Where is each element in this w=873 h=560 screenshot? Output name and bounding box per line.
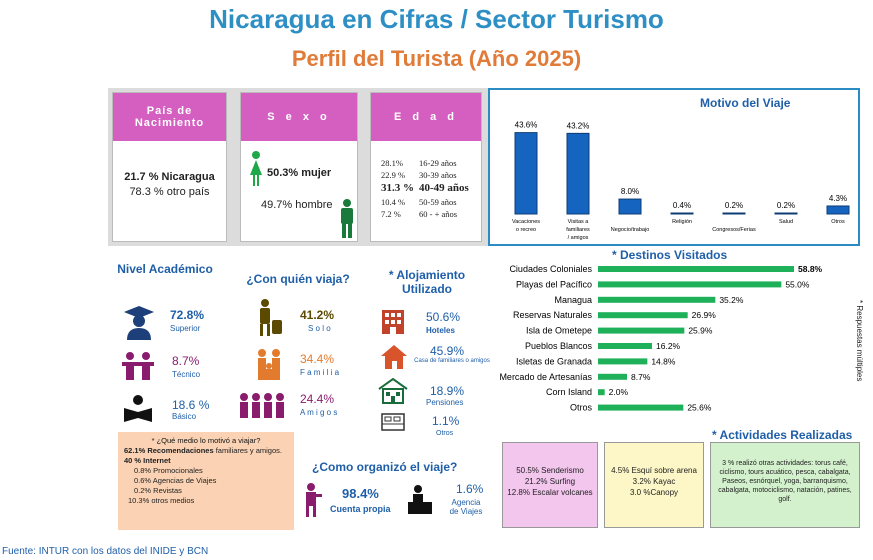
guesthouse-icon <box>378 378 408 404</box>
motivo-bar <box>515 133 537 214</box>
actividades-col1 <box>502 442 598 528</box>
destino-label: Reservas Naturales <box>512 310 592 321</box>
medio-box <box>118 432 294 530</box>
edad-pct: 7.2 % <box>381 209 401 219</box>
edad-pct: 22.9 % <box>381 170 406 180</box>
motivo-category-label: o recreo <box>515 227 537 233</box>
edad-label: 60 - + años <box>419 209 458 219</box>
actividad-item: 3.2% Kayac <box>632 477 676 486</box>
medio-title: * ¿Qué medio lo motivó a viajar? <box>151 436 261 445</box>
motivo-bar <box>619 199 641 214</box>
destino-bar <box>598 297 715 303</box>
destino-value-label: 16.2% <box>656 341 681 351</box>
motivo-value-label: 0.2% <box>724 201 744 210</box>
destino-value-label: 58.8% <box>798 264 823 274</box>
edad-row <box>381 169 481 181</box>
edad-card <box>370 92 482 242</box>
pais-otro: 78.3 % otro país <box>129 186 210 198</box>
actividad-item: 21.2% Surfing <box>524 477 576 486</box>
aloj-casa-pct: 45.9% <box>430 344 465 358</box>
alojamiento-section <box>372 262 492 442</box>
destino-bar <box>598 266 794 272</box>
organizo-agencia-label: Agencia de Viajes <box>449 498 483 516</box>
page-title: Nicaragua en Cifras / Sector Turismo <box>209 4 664 34</box>
conquien-familia-label: F a m i l i a <box>300 368 340 377</box>
aloj-hoteles-pct: 50.6% <box>426 310 461 324</box>
motivo-value-label: 4.3% <box>828 193 848 203</box>
edad-row <box>381 196 481 208</box>
nivel-title: Nivel Académico <box>117 262 213 276</box>
page-subtitle: Perfil del Turista (Año 2025) <box>291 46 582 71</box>
aloj-otros-label: Otros <box>436 430 454 437</box>
actividad-otras: 3 % realizó otras actividades: torus café, ciclismo, tours acuático, pesca, cabalgata, Paseos, esnórquel, yoga, barranquismo, cabalgata, motociclismo, natación, patines, golf. <box>718 460 852 503</box>
destino-bar <box>598 374 627 380</box>
conquien-solo-pct: 41.2% <box>300 308 335 322</box>
motivo-category-label: Vacaciones <box>511 219 541 225</box>
pais-header: País de Nacimiento <box>113 93 226 141</box>
destino-label: Corn Island <box>545 387 592 398</box>
organizo-propia-pct: 98.4% <box>342 486 379 501</box>
motivo-bar <box>671 213 693 214</box>
destino-value-label: 55.0% <box>785 279 810 290</box>
agency-icon <box>406 484 434 516</box>
destino-value-label: 2.0% <box>608 387 629 398</box>
destino-bar <box>598 358 647 364</box>
graduate-icon <box>122 304 156 340</box>
alojamiento-title: * Alojamiento Utilizado <box>388 268 466 296</box>
edad-row <box>381 181 481 196</box>
reading-icon <box>122 394 154 424</box>
edad-pct: 28.1% <box>381 158 403 168</box>
conquien-amigos-pct: 24.4% <box>300 392 335 406</box>
self-organized-icon <box>298 482 324 518</box>
destino-bar <box>598 343 652 349</box>
sexo-hombre: 49.7% hombre <box>261 199 333 211</box>
sexo-card <box>240 92 358 242</box>
conquien-section <box>238 262 364 432</box>
organizo-title: ¿Como organizó el viaje? <box>312 460 458 474</box>
sexo-mujer: 50.3% mujer <box>267 167 332 179</box>
destino-bar <box>598 281 781 287</box>
destino-label: Ciudades Coloniales <box>509 264 592 274</box>
respuestas-note: * Respuestas múltiples <box>855 300 864 382</box>
medio-line2: 40 % Internet <box>124 456 171 465</box>
motivo-category-label: Negocio/trabajo <box>610 227 650 233</box>
medio-item: 0.8% Promocionales <box>134 466 203 475</box>
motivo-value-label: 43.6% <box>514 120 538 130</box>
destino-bar <box>598 312 688 318</box>
conquien-title: ¿Con quién viaja? <box>246 272 350 286</box>
destino-value-label: 25.9% <box>688 325 713 336</box>
aloj-otros-pct: 1.1% <box>432 414 460 428</box>
destino-label: Playas del Pacífico <box>515 279 592 290</box>
destino-label: Isla de Ometepe <box>525 325 592 336</box>
motivo-category-label: Salud <box>778 219 794 225</box>
medio-line1-bold: 62.1% Recomendaciones <box>124 446 214 455</box>
destino-label: Managua <box>554 294 592 305</box>
destinos-chart <box>490 260 850 418</box>
nivel-section <box>110 262 228 432</box>
aloj-casa-label: Casa de familiares o amigos <box>414 358 490 364</box>
edad-row <box>381 157 481 169</box>
edad-label: 40-49 años <box>419 182 469 194</box>
destino-bar <box>598 405 683 411</box>
destino-label: Otros <box>569 402 592 413</box>
nivel-basico-label: Básico <box>172 412 197 421</box>
destinos-title: * Destinos Visitados <box>612 248 728 262</box>
nivel-superior-label: Superior <box>170 324 201 333</box>
motivo-value-label: 8.0% <box>620 187 640 197</box>
footer-source: Fuente: INTUR con los datos del INIDE y BCN <box>2 546 209 557</box>
family-icon <box>254 348 284 382</box>
actividad-item: 50.5% Senderismo <box>516 466 584 475</box>
bed-icon <box>380 412 406 432</box>
actividad-item: 3.0 %Canopy <box>629 488 679 497</box>
motivo-category-label: Congresos/Ferias <box>712 227 756 233</box>
motivo-category-label: Otros <box>831 219 845 225</box>
medio-item: 0.6% Agencias de Viajes <box>134 476 217 485</box>
organizo-agencia-pct: 1.6% <box>456 482 484 496</box>
house-icon <box>380 344 408 370</box>
edad-label: 16-29 años <box>419 158 457 168</box>
pais-nicaragua: 21.7 % Nicaragua <box>124 171 215 183</box>
conquien-amigos-label: A m i g o s <box>300 408 338 417</box>
medio-item: 10.3% otros medios <box>128 496 195 505</box>
friends-icon <box>238 392 286 420</box>
motivo-chart <box>490 90 858 244</box>
destino-value-label: 35.2% <box>719 294 744 305</box>
nivel-basico-pct: 18.6 % <box>172 398 210 412</box>
destino-value-label: 8.7% <box>631 371 651 382</box>
medio-line1-rest: familiares y amigos. <box>213 446 282 455</box>
motivo-chart-panel <box>488 88 860 246</box>
nivel-tecnico-pct: 8.7% <box>172 354 200 368</box>
motivo-title: Motivo del Viaje <box>700 96 791 110</box>
woman-icon <box>249 151 263 187</box>
destino-label: Mercado de Artesanías <box>499 371 592 382</box>
aloj-pensiones-label: Pensiones <box>426 398 464 407</box>
edad-label: 30-39 años <box>419 170 457 180</box>
edad-pct: 10.4 % <box>381 197 406 207</box>
motivo-bar <box>775 213 797 214</box>
motivo-category-label: Religión <box>672 219 692 225</box>
motivo-category-label: / amigos <box>567 235 589 241</box>
conquien-solo-label: S o l o <box>308 324 331 333</box>
motivo-value-label: 0.2% <box>776 201 796 210</box>
aloj-hoteles-label: Hoteles <box>426 326 455 335</box>
sexo-header: S e x o <box>241 93 357 141</box>
traveler-icon <box>254 298 284 338</box>
destino-value-label: 25.6% <box>687 402 712 413</box>
motivo-bar <box>827 206 849 214</box>
edad-label: 50-59 años <box>419 197 457 207</box>
motivo-bar <box>567 133 589 214</box>
nivel-tecnico-label: Técnico <box>172 370 201 379</box>
actividad-item: 4.5% Esquí sobre arena <box>611 466 697 475</box>
motivo-value-label: 43.2% <box>566 121 590 131</box>
destino-label: Isletas de Granada <box>515 356 592 367</box>
conquien-familia-pct: 34.4% <box>300 352 335 366</box>
aloj-pensiones-pct: 18.9% <box>430 384 465 398</box>
destino-value-label: 14.8% <box>651 356 676 367</box>
destino-value-label: 26.9% <box>691 310 716 321</box>
edad-pct: 31.3 % <box>381 182 414 194</box>
actividades-title: * Actividades Realizadas <box>712 428 853 442</box>
destino-bar <box>598 328 684 334</box>
man-icon <box>339 199 355 239</box>
hotel-icon <box>380 308 406 336</box>
organizo-propia-label: Cuenta propia <box>330 504 391 514</box>
actividades-col3 <box>710 442 860 528</box>
motivo-category-label: familiares <box>566 227 590 233</box>
edad-header: E d a d <box>371 93 481 141</box>
motivo-value-label: 0.4% <box>672 201 692 210</box>
motivo-category-label: Visitas a <box>567 219 589 225</box>
medio-item: 0.2% Revistas <box>134 486 182 495</box>
edad-row <box>381 208 481 220</box>
motivo-bar <box>723 213 745 214</box>
actividad-item: 12.8% Escalar volcanes <box>507 488 593 497</box>
destino-bar <box>598 389 605 395</box>
actividades-col2 <box>604 442 704 528</box>
technician-icon <box>120 350 156 382</box>
pais-card <box>112 92 227 242</box>
nivel-superior-pct: 72.8% <box>170 308 205 322</box>
destino-label: Pueblos Blancos <box>524 341 592 351</box>
